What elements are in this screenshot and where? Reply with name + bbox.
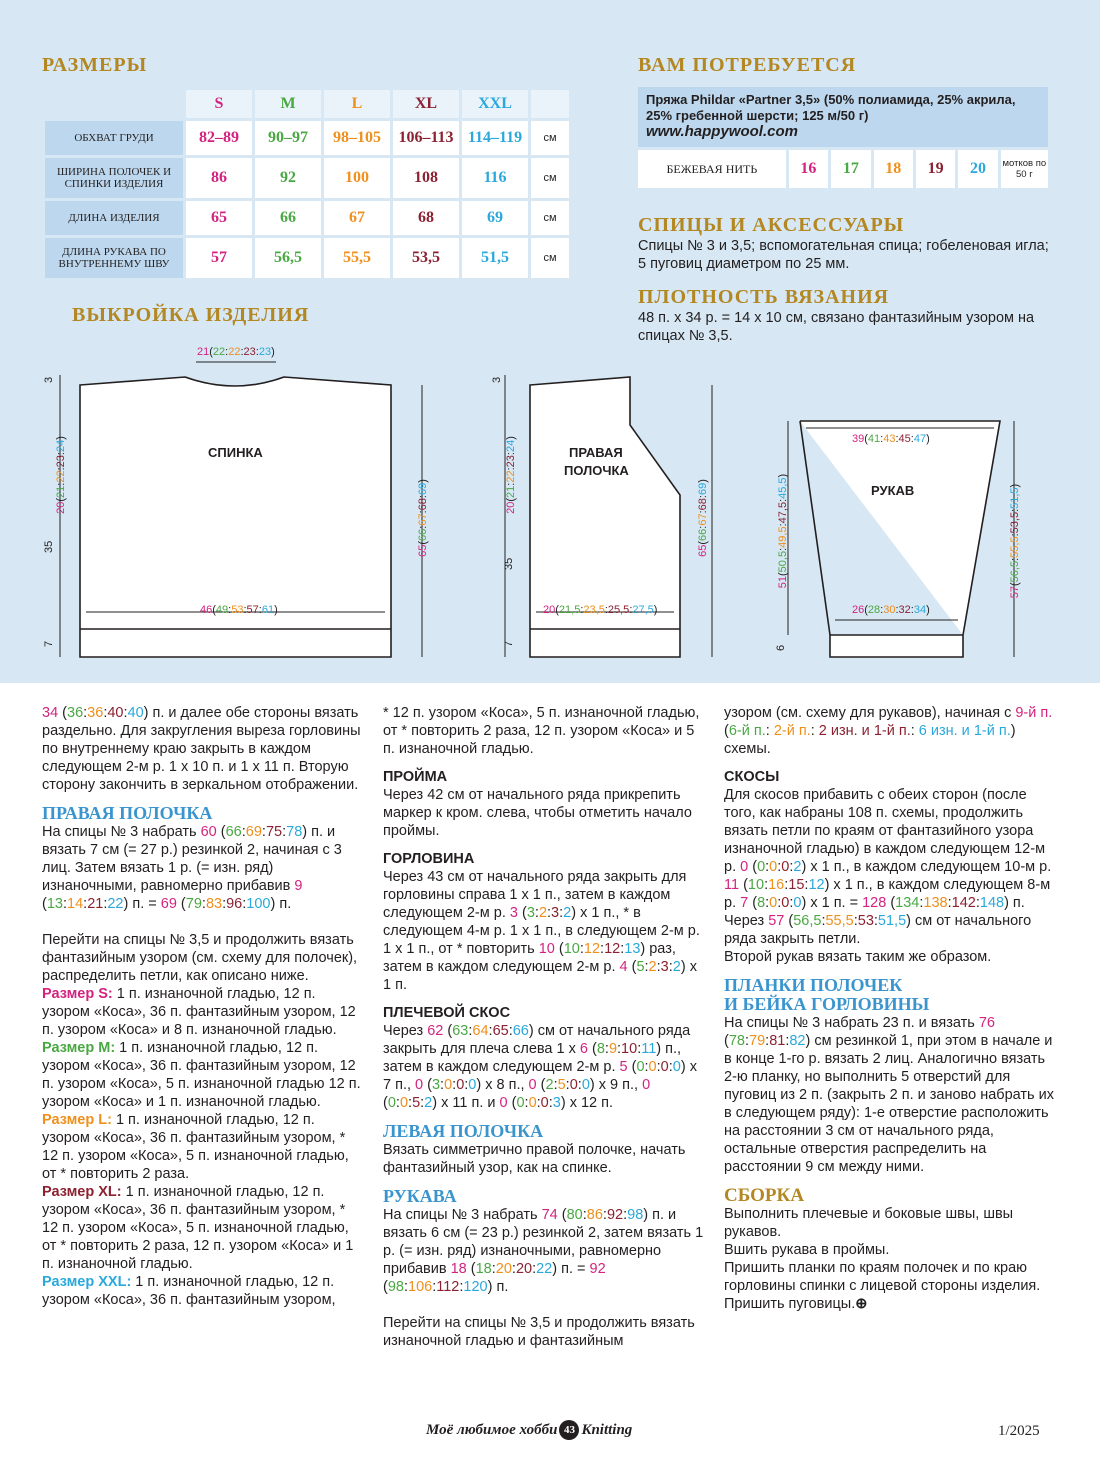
table-row: ДЛИНА ИЗДЕЛИЯ 65 66 67 68 69 см xyxy=(45,201,569,235)
text-column-3: узором (см. схему для рукавов), начиная с 9-й п. (6-й п.: 2-й п.: 2 изн. и 1-й п.: 6 изн. и 1-й п.) схемы. СКОСЫ Для скосов прибавить с обеих сторон (после того, как набраны 108 п. схемы, продолжить вязать петли по краям от фантазийного узора изнаночной гладью) в каждом следующем 12-м р. 0 (0:0:0:2) х 1 п., в каждом следующем 10-м р. 11 (10:16:15:12) х 1 п., в каждом следующем 8-м р. 7 (8:0:0:0) х 1 п. = 128 (134:138:142:148) п. Через 57 (56,5:55,5:53:51,5) см от начального ряда закрыть петли. Второй рукав вязать таким же образом. ПЛАНКИ ПОЛОЧЕК И БЕЙКА ГОРЛОВИНЫ На спицы № 3 набрать 23 п. и вязать 76 (78:79:81:82) см резинкой 1, при этом в начале и в конце 1-го р. вязать 2 лиц. Аналогично вязать 2-ю планку, но выполнить 5 отверстий для пуговиц из 2 п. (закрыть 2 п. и заново набрать их в следующем ряду): 1-е отверстие расположить на расстоянии 3 см от начального ряда, остальные отверстия распределить на расстоянии 9 см между ними. СБОРКА Выполнить плечевые и боковые швы, швы рукавов. Вшить рукава в проймы. Пришить планки по краям полочек и по краю горловины спинки с лицевой стороны изделия. Пришить пуговицы.⊕ xyxy=(724,705,1054,1312)
svg-text:51(50,5:49,5:47,5:45,5): 51(50,5:49,5:47,5:45,5) xyxy=(777,473,789,589)
svg-text:20(21,5:23,5:25,5:27,5): 20(21,5:23,5:25,5:27,5) xyxy=(543,604,658,616)
size-s: S xyxy=(186,90,252,118)
size-xl: XL xyxy=(393,90,459,118)
text-column-2: * 12 п. узором «Коса», 5 п. изнаночной гладью, от * повторить 2 раза, 12 п. узором «Коса» и 5 п. изнаночной гладью. ПРОЙМА Через 42 см от начального ряда прикрепить маркер к кром. слева, чтобы отметить начало проймы. ГОРЛОВИНА Через 43 см от начального ряда закрыть для горловины справа 1 х 1 п., затем в каждом следующем 2-м р. 3 (3:2:3:2) х 1 п., * в следующем 4-м р. 1 х 1 п., в следующем 2-м р. 1 х 1 п., от * повторить 10 (10:12:12:13) раз, затем в каждом следующем 2-м р. 4 (5:2:3:2) х 1 п. ПЛЕЧЕВОЙ СКОС Через 62 (63:64:65:66) см от начального ряда закрыть для плеча слева 1 х 6 (8:9:10:11) п., затем в каждом следующем 2-м р. 5 (0:0:0:0) х 7 п., 0 (3:0:0:0) х 8 п., 0 (2:5:0:0) х 9 п., 0 (0:0:5:2) х 11 п. и 0 (0:0:0:3) х 12 п. ЛЕВАЯ ПОЛОЧКА Вязать симметрично правой полочке, начать фантазийный узор, как на спинке. РУКАВА На спицы № 3 набрать 74 (80:86:92:98) п. и вязать 6 см (= 23 р.) резинкой 2, затем вязать 1 р. (= изн. ряд) изнаночными, равномерно прибавив 18 (18:20:20:22) п. = 92 (98:106:112:120) п. Перейти на спицы № 3,5 и продолжить вязать изнаночной гладью и фантазийным xyxy=(383,705,704,1349)
svg-text:65(66:67:68:69): 65(66:67:68:69) xyxy=(417,479,429,557)
rib-height-sleeve: 6 xyxy=(775,644,787,651)
yarn-url[interactable]: www.happywool.com xyxy=(646,123,798,140)
size-xxl: XXL xyxy=(462,90,528,118)
pattern-schematic xyxy=(0,335,1100,675)
svg-text:65(66:67:68:69): 65(66:67:68:69) xyxy=(697,479,709,557)
needles-text: Спицы № 3 и 3,5; вспомогательная спица; гобеленовая игла; 5 пуговиц диаметром по 25 мм. xyxy=(638,238,1049,272)
back-label: СПИНКА xyxy=(208,445,263,460)
shoulder-drop-back: 3 xyxy=(43,376,55,383)
text-column-1: 34 (36:36:40:40) п. и далее обе стороны вязать раздельно. Для закругления выреза горловины по внутреннему краю закрыть в каждом следующем 2-м р. 1 х 10 п. и 1 х 11 п. Вторую сторону закончить в зеркальном отображении. ПРАВАЯ ПОЛОЧКА На спицы № 3 набрать 60 (66:69:75:78) п. и вязать 7 см (= 27 р.) резинкой 2, начиная с 3 лиц. Затем вязать 1 р. (= изн. ряд) изнаночными, равномерно прибавив 9 (13:14:21:22) п. = 69 (79:83:96:100) п. Перейти на спицы № 3,5 и продолжить вязать фантазийным узором (см. схему для полочек), распределить петли, как описано ниже. Размер S: 1 п. изнаночной гладью, 12 п. узором «Коса», 36 п. фантазийным узором, 12 п. узором «Коса» и 8 п. изнаночной гладью. Размер M: 1 п. изнаночной гладью, 12 п. узором «Коса», 36 п. фантазийным узором, 12 п. узором «Коса», 5 п. изнаночной гладью 12 п. узором «Коса» и 1 п. изнаночной гладью. Размер L: 1 п. изнаночной гладью, 12 п. узором «Коса», 36 п. фантазийным узором, * 12 п. узором «Коса», 5 п. изнаночной гладью, от * повторить 2 раза. Размер XL: 1 п. изнаночной гладью, 12 п. узором «Коса», 36 п. фантазийным узором, * 12 п. узором «Коса», 5 п. изнаночной гладью, от * повторить 2 раза, 12 п. узором «Коса» и 1 п. изнаночной гладью. Размер XXL: 1 п. изнаночной гладью, 12 п. узором «Коса», 36 п. фантазийным узором, xyxy=(42,705,361,1308)
svg-text:20(21:22:23:24): 20(21:22:23:24) xyxy=(55,436,67,514)
svg-text:39(41:43:45:47): 39(41:43:45:47) xyxy=(852,433,930,445)
table-row: ДЛИНА РУКАВА ПО ВНУТРЕННЕМУ ШВУ 57 56,5 55,5 53,5 51,5 см xyxy=(45,238,569,278)
page-number: 43 xyxy=(559,1420,579,1440)
gauge-heading: ПЛОТНОСТЬ ВЯЗАНИЯ xyxy=(638,286,890,308)
sleeve-piece xyxy=(800,421,1000,657)
rib-height-back: 7 xyxy=(43,640,55,647)
sleeve-label: РУКАВ xyxy=(871,483,915,498)
svg-text:20(21:22:23:24): 20(21:22:23:24) xyxy=(505,436,517,514)
yarn-desc: Пряжа Phildar «Partner 3,5» (50% полиамида, 25% акрила, 25% гребенной шерсти; 125 м/50 г) xyxy=(646,92,1016,123)
needs-heading: ВАМ ПОТРЕБУЕТСЯ xyxy=(638,54,857,76)
body-height-front: 35 xyxy=(503,557,515,570)
yarn-unit: мотков по 50 г xyxy=(1001,150,1048,188)
body-height-back: 35 xyxy=(43,540,55,553)
front-label-1: ПРАВАЯ xyxy=(569,445,623,460)
pattern-heading: ВЫКРОЙКА ИЗДЕЛИЯ xyxy=(72,304,310,326)
svg-text:57(56,5:55,5:53,5:51,5): 57(56,5:55,5:53,5:51,5) xyxy=(1009,483,1021,599)
needles-heading: СПИЦЫ И АКСЕССУАРЫ xyxy=(638,214,905,236)
sizes-table xyxy=(42,87,572,281)
rib-height-front: 7 xyxy=(503,640,515,647)
size-l: L xyxy=(324,90,390,118)
svg-text:46(49:53:57:61): 46(49:53:57:61) xyxy=(200,604,278,616)
footer xyxy=(426,1420,632,1440)
yarn-label: БЕЖЕВАЯ НИТЬ xyxy=(638,150,786,188)
size-m: M xyxy=(255,90,321,118)
svg-text:21(22:22:23:23): 21(22:22:23:23) xyxy=(197,346,275,358)
table-row: ОБХВАТ ГРУДИ 82–89 90–97 98–105 106–113 114–119 см xyxy=(45,121,569,155)
magazine-brand: Knitting xyxy=(581,1421,633,1438)
svg-text:26(28:30:32:34): 26(28:30:32:34) xyxy=(852,604,930,616)
magazine-title: Моё любимое хобби xyxy=(426,1421,558,1438)
table-row: ШИРИНА ПОЛОЧЕК И СПИНКИ ИЗДЕЛИЯ 86 92 100 108 116 см xyxy=(45,158,569,198)
front-label-2: ПОЛОЧКА xyxy=(564,463,629,478)
yarn-table: Пряжа Phildar «Partner 3,5» (50% полиамида, 25% акрила, 25% гребенной шерсти; 125 м/50 г) www.happywool.com БЕЖЕВАЯ НИТЬ 16 17 18 19 20 мотков по 50 г xyxy=(638,87,1048,188)
gauge-text: 48 п. x 34 р. = 14 x 10 см, связано фантазийным узором на спицах № 3,5. xyxy=(638,310,1035,344)
sizes-heading: РАЗМЕРЫ xyxy=(42,54,148,76)
shoulder-drop-front: 3 xyxy=(491,376,503,383)
issue-number: 1/2025 xyxy=(998,1423,1040,1439)
